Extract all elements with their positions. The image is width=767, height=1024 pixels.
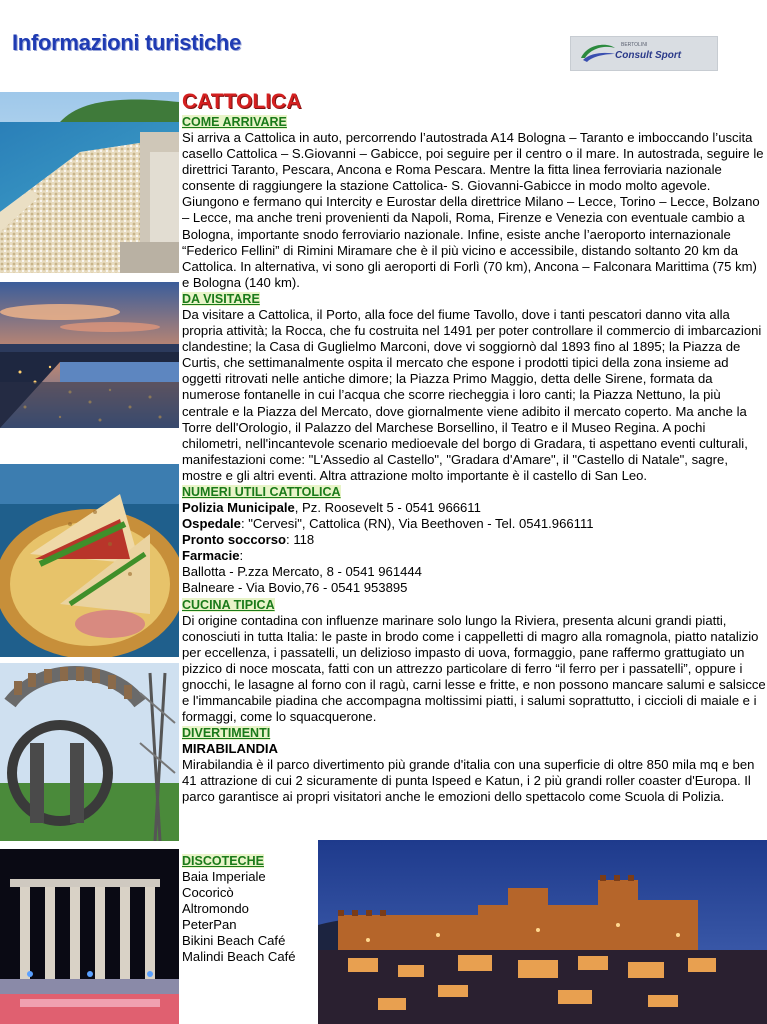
page-title: Informazioni turistiche xyxy=(12,30,242,55)
ospedale-line xyxy=(182,516,767,532)
consult-sport-logo xyxy=(570,36,718,71)
discoteca-item: Bikini Beach Café xyxy=(182,933,286,949)
discoteca-item: Malindi Beach Café xyxy=(182,949,296,965)
discoteca-item: Baia Imperiale xyxy=(182,869,266,884)
farmacie-colon: : xyxy=(239,548,244,564)
discoteca-item: Altromondo xyxy=(182,901,249,917)
cucina-tipica-text: Di origine contadina con influenze marinare solo lungo la Riviera, presenta alcuni grandi piatti, conosciuti in tutta Italia: le paste in brodo come i cappelletti di magro alla romagnola, piatto natalizio per eccellenza, i passatelli, un delizioso impasto di uova, formaggio, pane raffermo grattugiato un pizzico di noce moscata, fatti con un attrezzo particolare di ferro “il ferro per i passatelli”, oppure i gnocchi, le lasagne al forno con il ragù, carni lesse e fritte, e non possono mancare salumi e salsicce e l'immancabile piadina che accompagna moltissimi piatti, i salumi soprattutto, i ciccioli di maiale e i formaggi, come lo squacquerone. xyxy=(182,612,766,725)
sunset-harbor-photo xyxy=(0,282,179,428)
farmacie-label: Farmacie xyxy=(182,548,240,564)
da-visitare-text: Da visitare a Cattolica, il Porto, alla foce del fiume Tavollo, dove i tanti pescatori danno vita alla propria attività; la Rocca, che fu costruita nel 1491 per poter controllare il commercio di imbarcazioni clandestine; la Casa di Guglielmo Marconi, dove vi soggiornò dal 1893 fino al 1895; la Piazza de Curtis, che settimanalmente ospita il mercato che espone i prodotti tipici della zona insieme ad oggetti ritrovati nelle antiche dimore; la Piazza Primo Maggio, detta delle Sirene, formata da numerose fontanelle in cui l’acqua che scorre riecheggia i loro canti; la Piazza Nettuno, la più centrale e la Piazza del Mercato, dove giornalmente viene adibito il mercato coperto. Ma anche la Torre dell'Orologio, il Palazzo del Marchese Borsellino, il Teatro e il Museo Regina. A pochi chilometri, nell'incantevole scenario medioevale del borgo di Gradara, ti aspettano eventi culturali, manifestazioni come: "L'Assedio al Castello", "Gradara d'Amare", il "Castello di Natale", sagre, mostre e gli altri eventi. Altra attrazione molto importante è il castello di San Leo. xyxy=(182,306,762,483)
piadina-photo xyxy=(0,464,179,657)
section-heading-numeri-utili: NUMERI UTILI CATTOLICA xyxy=(182,484,341,499)
main-content xyxy=(182,90,767,806)
logo-text: Consult Sport xyxy=(615,50,682,61)
mirabilandia-text: Mirabilandia è il parco divertimento più grande d'italia con una superficie di oltre 850 mila mq e ben 41 attrazione di cui 2 sicuramente di punta Ispeed e Katun, i 2 più grandi roller coaster d'Europa. Il parco garantisce ai propri visitatori anche le emozioni dello spettacolo come Scuola di Polizia. xyxy=(182,757,755,805)
mirabilandia-heading: MIRABILANDIA xyxy=(182,741,279,757)
section-heading-come-arrivare: COME ARRIVARE xyxy=(182,115,287,129)
columns-night-photo xyxy=(0,849,179,1024)
castle-night-photo xyxy=(318,840,767,1024)
logo-small-text: BERTOLINI xyxy=(621,42,648,48)
section-heading-divertimenti: DIVERTIMENTI xyxy=(182,726,271,741)
polizia-value: , Pz. Roosevelt 5 - 0541 966611 xyxy=(294,499,481,515)
polizia-label: Polizia Municipale xyxy=(182,499,295,515)
pronto-soccorso-line xyxy=(182,532,767,548)
ospedale-value: : "Cervesi", Cattolica (RN), Via Beethoven - Tel. 0541.966111 xyxy=(240,516,594,532)
rollercoaster-photo xyxy=(0,663,179,841)
swoosh-icon xyxy=(577,40,617,66)
pronto-soccorso-value: : 118 xyxy=(286,532,315,548)
discoteca-item: Cocoricò xyxy=(182,885,234,901)
city-title: CATTOLICA xyxy=(182,90,302,113)
ospedale-label: Ospedale xyxy=(182,516,241,532)
pronto-soccorso-label: Pronto soccorso xyxy=(182,532,287,548)
section-heading-cucina-tipica: CUCINA TIPICA xyxy=(182,597,275,612)
come-arrivare-text: Si arriva a Cattolica in auto, percorrendo l’autostrada A14 Bologna – Taranto e imboccando l’uscita casello Cattolica – S.Giovanni – Gabicce, poi seguire per il centro o il mare. In autostrada, seguire le direttrici Taranto, Pescara, Ancona e Roma Pescara. Mentre la fitta linea ferroviaria nazionale consente di raggiungere la stazione Cattolica- S. Giovanni-Gabicce in modo molto agevole. Giungono e fermano qui Intercity e Eurostar della direttrice Milano – Lecce, Torino – Lecce, Bolzano – Lecce, ma anche treni provenienti da Napoli, Roma, Firenze e Venezia con eventuale cambio a Bologna, importante snodo ferroviario nazionale. Infine, esiste anche l’aeroporto internazionale “Federico Fellini” di Rimini Miramare che è il più vicino e accessibile, distando soltanto 20 km da Cattolica. In alternativa, vi sono gli aeroporti di Forlì (70 km), Ancona – Falconara Marittima (75 km) e Bologna (140 km). xyxy=(182,130,764,290)
farmacie-line xyxy=(182,548,767,564)
discoteca-item: PeterPan xyxy=(182,917,237,933)
polizia-line xyxy=(182,500,767,516)
beach-photo xyxy=(0,92,179,273)
farmacia-item: Balneare - Via Bovio,76 - 0541 953895 xyxy=(182,580,408,596)
section-heading-da-visitare: DA VISITARE xyxy=(182,291,260,306)
section-heading-discoteche: DISCOTECHE xyxy=(182,854,264,868)
farmacia-item: Ballotta - P.zza Mercato, 8 - 0541 961444 xyxy=(182,564,422,580)
discoteche-section xyxy=(182,853,312,966)
